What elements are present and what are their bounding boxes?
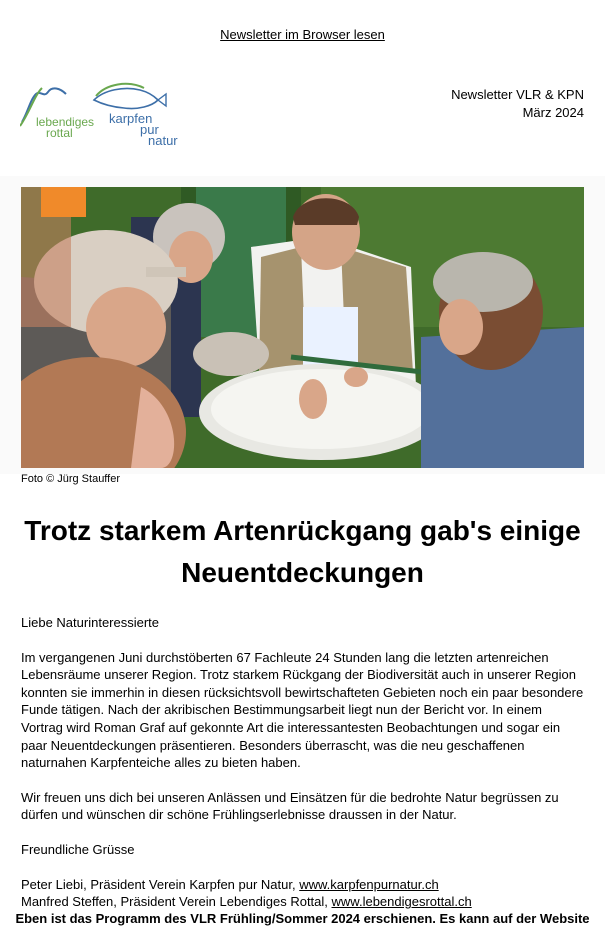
hand-left <box>299 379 327 419</box>
signatures <box>21 876 587 911</box>
person-right-face <box>439 299 483 355</box>
hand-right <box>344 367 368 387</box>
logos[interactable] <box>20 82 190 148</box>
issue-title: Newsletter VLR & KPN <box>451 87 584 102</box>
karpfen-pur-natur-logo[interactable] <box>94 84 178 148</box>
closing: Freundliche Grüsse <box>21 841 135 857</box>
lebendigesrottal-link[interactable]: www.lebendigesrottal.ch <box>331 894 472 910</box>
carp-icon <box>94 88 158 108</box>
logo-pur-text: pur <box>140 122 159 137</box>
photo-caption: Foto © Jürg Stauffer <box>21 473 121 485</box>
view-in-browser-link[interactable]: Newsletter im Browser lesen <box>220 27 385 42</box>
signature-1-text: Peter Liebi, Präsident Verein Karpfen pur Natur, <box>21 876 300 892</box>
hero-photo[interactable] <box>21 187 584 468</box>
person-right-cap <box>433 252 533 312</box>
small-bowl <box>193 332 269 376</box>
article-body <box>21 614 587 911</box>
issue-date: März 2024 <box>522 105 584 120</box>
cap-brim <box>146 267 186 277</box>
article-headline: Trotz starkem Artenrückgang gab's einige Neuentdeckungen <box>24 515 581 588</box>
greeting: Liebe Naturinteressierte <box>21 615 160 630</box>
logo-karpfen-text: karpfen <box>109 111 153 126</box>
logo-natur-text: natur <box>148 133 178 148</box>
logo-rottal-text: rottal <box>46 126 73 140</box>
issue-info <box>451 86 584 122</box>
karpfenpurnatur-link[interactable]: www.karpfenpurnatur.ch <box>299 876 439 892</box>
orange-shirt <box>41 187 86 217</box>
browser-link-row <box>0 27 605 42</box>
person-left-face <box>86 287 166 367</box>
signature-2-text: Manfred Steffen, Präsident Verein Lebendiges Rottal, <box>21 894 332 910</box>
logo-lebendiges-text: lebendiges <box>36 115 95 129</box>
program-announcement: Eben ist das Programm des VLR Frühling/Sommer 2024 erschienen. Es kann auf der Website <box>15 911 590 926</box>
fin-icon <box>158 94 166 106</box>
paragraph-2: Wir freuen uns dich bei unseren Anlässen und Einsätzen für die bedrohte Natur begrüssen zu dürfen und wünschen dir schöne Frühlingserlebnisse draussen in der Natur. <box>21 789 559 823</box>
paragraph-1: Im vergangenen Juni durchstöberten 67 Fachleute 24 Stunden lang die letzten artenreichen Lebensräume unserer Region. Trotz starkem Rückgang der Biodiversität auch in unserer Region konnten sie immerhin in diesen rücksichtsvoll bewirtschafteten Gebieten noch ein paar besondere Funde tätigen. Nach der akribischen Bestimmungsarbeit liegt nun der Bericht vor. In einem Vortrag wird Roman Graf auf gekonnte Art die interessantesten Beobachtungen und sogar ein paar Neuentdeckungen präsentieren. Besonders überrascht, was die neu geschaffenen naturnahen Karpfenteiche alles zu bieten haben. <box>21 649 584 771</box>
lebendiges-rottal-logo[interactable] <box>20 88 94 140</box>
